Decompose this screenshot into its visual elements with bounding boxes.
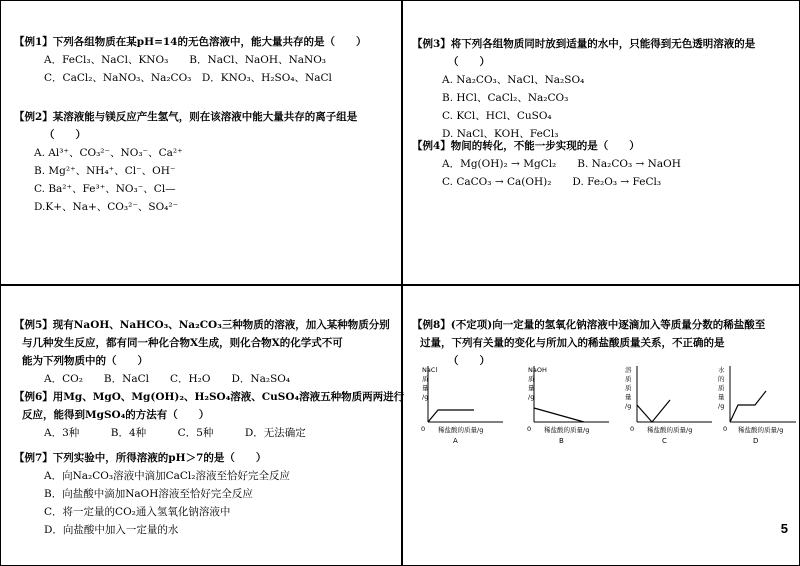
- graph-d-ylabel: 量: [718, 393, 725, 401]
- question-5-stem-cont: 能为下列物质中的（ ）: [22, 355, 148, 367]
- question-7-option: A．向Na₂CO₃溶液中滴加CaCl₂溶液至恰好完全反应: [44, 470, 290, 482]
- graph-d-ylabel: 水: [718, 366, 725, 374]
- question-7-option: C．将一定量的CO₂通入氢氧化钠溶液中: [44, 506, 231, 518]
- question-6-option: A．3种 B．4种 C．5种 D．无法确定: [44, 427, 306, 439]
- question-2: [14, 108, 357, 216]
- question-3-stem: 【例3】将下列各组物质同时放到适量的水中，只能得到无色透明溶液的是: [412, 38, 756, 50]
- graph-d-ylabel: 的: [718, 375, 725, 383]
- question-3: [412, 35, 755, 143]
- question-7-option: D．向盐酸中加入一定量的水: [44, 524, 179, 536]
- question-2-stem-cont: （ ）: [44, 129, 86, 141]
- question-8: [412, 316, 765, 370]
- graph-b-ylabel: 质: [528, 375, 535, 383]
- question-6-stem: 【例6】用Mg、MgO、Mg(OH)₂、H₂SO₄溶液、CuSO₄溶液五种物质两两进行: [14, 391, 405, 403]
- question-4-stem: 【例4】物间的转化，不能一步实现的是（ ）: [412, 140, 640, 152]
- question-1-stem: 【例1】下列各组物质在某pH=14的无色溶液中，能大量共存的是（ ）: [14, 36, 367, 48]
- question-3-stem-cont: （ ）: [448, 56, 490, 68]
- question-2-stem: 【例2】某溶液能与镁反应产生氢气，则在该溶液中能大量共存的离子组是: [14, 111, 358, 123]
- page-number: 5: [780, 521, 788, 536]
- question-8-stem-cont: （ ）: [448, 355, 490, 367]
- graph-a-letter: A: [453, 437, 458, 445]
- graph-b: [514, 363, 614, 452]
- graph-d-origin: 0: [723, 425, 728, 433]
- graph-a: [408, 363, 508, 452]
- graph-c-letter: C: [662, 437, 667, 445]
- question-4-option: C. CaCO₃ → Ca(OH)₂ D. Fe₂O₃ → FeCl₃: [442, 176, 662, 188]
- question-1-option: A．FeCl₃、NaCl、KNO₃ B．NaCl、NaOH、NaNO₃: [44, 54, 327, 66]
- graph-b-origin: 0: [527, 425, 532, 433]
- question-3-option: B. HCl、CaCl₂、Na₂CO₃: [442, 92, 569, 104]
- question-2-option: D.K+、Na+、CO₃²⁻、SO₄²⁻: [34, 201, 179, 213]
- question-5: [14, 316, 390, 388]
- question-5-stem-cont: 与几种发生反应，都有同一种化合物X生成，则化合物X的化学式不可: [22, 337, 343, 349]
- question-6-stem-cont: 反应，能得到MgSO₄的方法有（ ）: [22, 409, 210, 421]
- graph-c-origin: 0: [630, 425, 635, 433]
- question-5-stem: 【例5】现有NaOH、NaHCO₃、Na₂CO₃三种物质的溶液，加入某种物质分别: [14, 319, 390, 331]
- graph-c-ylabel: 溶: [625, 366, 632, 374]
- question-7: [14, 449, 290, 539]
- graph-b-letter: B: [559, 437, 564, 445]
- graph-b-ylabel: /g: [528, 393, 535, 401]
- graph-a-ylabel: 质: [422, 375, 429, 383]
- graph-b-xlabel: 稀盐酸的质量/g: [544, 426, 590, 434]
- question-4: [412, 137, 681, 191]
- graph-c-ylabel: /g: [625, 402, 632, 410]
- graph-c-ylabel: 质: [625, 375, 632, 383]
- question-3-option: D. NaCl、KOH、FeCl₃: [442, 128, 559, 140]
- graph-a-ylabel: NaCl: [422, 366, 438, 374]
- graph-a-curve: [428, 410, 474, 422]
- question-7-option: B．向盐酸中滴加NaOH溶液至恰好完全反应: [44, 488, 253, 500]
- graph-b-ylabel: 量: [528, 384, 535, 392]
- question-2-option: A. Al³⁺、CO₃²⁻、NO₃⁻、Ca²⁺: [34, 147, 183, 159]
- graph-c-ylabel: 量: [625, 393, 632, 401]
- graph-b-ylabel: NaOH: [528, 366, 547, 374]
- question-2-option: C. Ba²⁺、Fe³⁺、NO₃⁻、Cl—: [34, 183, 176, 195]
- question-8-stem: 【例8】(不定项)向一定量的氢氧化钠溶液中逐滴加入等质量分数的稀盐酸至: [412, 319, 766, 331]
- graph-a-ylabel: 量: [422, 384, 429, 392]
- question-8-stem-cont: 过量，下列有关量的变化与所加入的稀盐酸质量关系，不正确的是: [420, 337, 725, 349]
- question-3-option: A. Na₂CO₃、NaCl、Na₂SO₄: [442, 74, 585, 86]
- graph-d-xlabel: 稀盐酸的质量/g: [738, 426, 784, 434]
- graph-d: [710, 363, 800, 452]
- graph-c: [617, 363, 717, 452]
- graph-a-ylabel: /g: [422, 393, 429, 401]
- question-7-stem: 【例7】下列实验中，所得溶液的pH＞7的是（ ）: [14, 452, 267, 464]
- graph-c-curve: [637, 400, 670, 422]
- graph-c-ylabel: 质: [625, 384, 632, 392]
- question-6: [14, 388, 404, 442]
- question-1-option: C．CaCl₂、NaNO₃、Na₂CO₃ D．KNO₃、H₂SO₄、NaCl: [44, 72, 332, 84]
- graph-d-curve: [730, 391, 766, 422]
- question-3-option: C. KCl、HCl、CuSO₄: [442, 110, 552, 122]
- question-1: [14, 33, 366, 87]
- graph-a-origin: 0: [421, 425, 426, 433]
- graph-d-letter: D: [753, 437, 759, 445]
- question-2-option: B. Mg²⁺、NH₄⁺、Cl⁻、OH⁻: [34, 165, 176, 177]
- question-4-option: A．Mg(OH)₂ → MgCl₂ B. Na₂CO₃ → NaOH: [442, 158, 681, 170]
- question-5-option: A．CO₂ B．NaCl C．H₂O D．Na₂SO₄: [44, 373, 291, 385]
- graph-d-ylabel: /g: [718, 402, 725, 410]
- graph-c-xlabel: 稀盐酸的质量/g: [647, 426, 693, 434]
- graph-d-ylabel: 质: [718, 384, 725, 392]
- graph-a-xlabel: 稀盐酸的质量/g: [438, 426, 484, 434]
- graph-b-curve: [534, 408, 584, 422]
